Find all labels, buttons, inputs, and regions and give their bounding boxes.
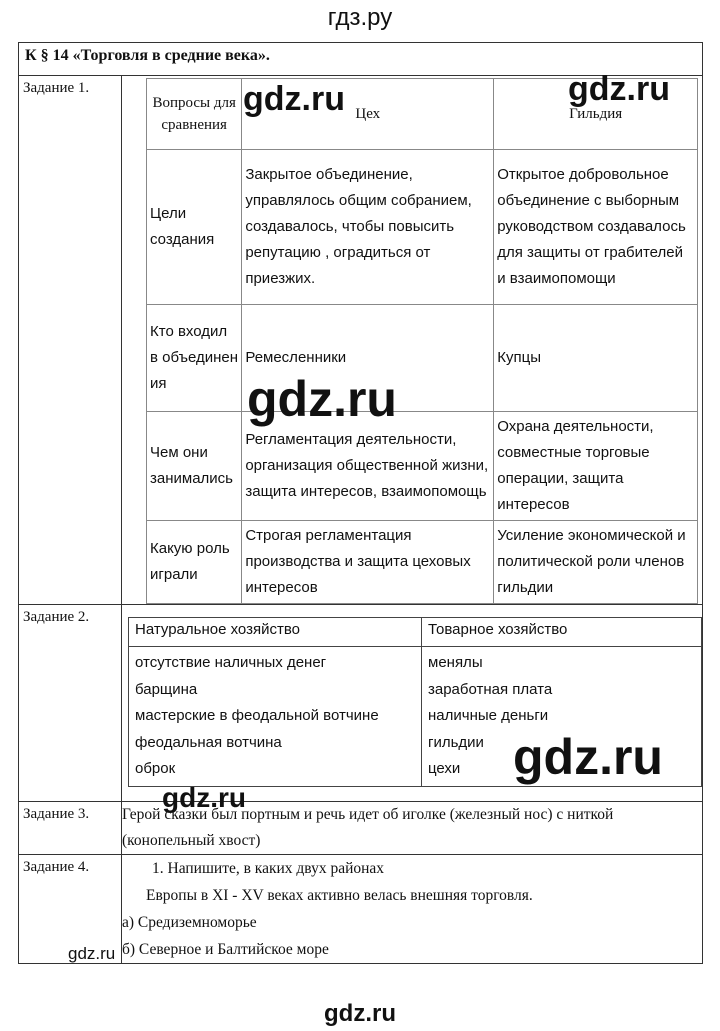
task4-question-line: Европы в XI - XV веках активно велась внешняя торговля.	[146, 886, 533, 904]
list-item: цехи	[428, 760, 461, 777]
gildiya-cell: Усиление экономической и политической роли членов гильдии	[494, 521, 698, 604]
question-cell: Кто входил в объединения	[147, 305, 242, 412]
question-cell: Чем они занимались	[147, 412, 242, 521]
task4-content	[122, 854, 703, 963]
site-footer: gdz.ru	[324, 1000, 396, 1027]
tsekh-cell: Закрытое объединение, управлялось общим собранием, создавалось, чтобы повысить репутацию , оградиться от приезжих.	[242, 150, 494, 305]
list-item: наличные деньги	[428, 707, 549, 724]
gildiya-cell: Охрана деятельности, совместные торговые операции, защита интересов	[494, 412, 698, 521]
task1-content	[122, 76, 703, 605]
list-item: менялы	[428, 654, 483, 671]
comparison-row	[147, 150, 698, 305]
task4-answer-a: а) Средиземноморье	[122, 913, 257, 931]
list-item: барщина	[135, 680, 198, 698]
comparison-row	[147, 305, 698, 412]
list-item: оброк	[135, 760, 176, 777]
watermark: gdz.ru	[568, 70, 670, 108]
list-item: заработная плата	[428, 680, 553, 698]
homework-table	[18, 42, 703, 964]
task1-label: Задание 1.	[19, 76, 122, 605]
column-header-gildiya: Гильдия	[494, 79, 698, 150]
column-header-commodity: Товарное хозяйство	[422, 618, 702, 647]
list-item: феодальная вотчина	[135, 733, 282, 751]
site-header: гдз.ру	[327, 4, 393, 31]
task4-answer-b: б) Северное и Балтийское море	[122, 940, 329, 958]
section-title: К § 14 «Торговля в средние века».	[19, 43, 703, 76]
tsekh-cell: Регламентация деятельности, организация общественной жизни, защита интересов, взаимопомощь	[242, 412, 494, 521]
list-item: гильдии	[428, 733, 484, 751]
list-item: мастерские в феодальной вотчине	[135, 707, 379, 724]
natural-list	[129, 647, 422, 787]
watermark: gdz.ru	[247, 371, 397, 427]
comparison-row	[147, 412, 698, 521]
comparison-row	[147, 521, 698, 604]
column-header-tsekh: Цех	[242, 79, 494, 150]
tsekh-cell: Строгая регламентация производства и защита цеховых интересов	[242, 521, 494, 604]
task3-label: Задание 3.	[19, 801, 122, 854]
question-cell: Какую роль играли	[147, 521, 242, 604]
task2-label: Задание 2.	[19, 605, 122, 802]
task3-answer: Герой сказки был портным и речь идет об иголке (железный нос) с ниткой (конопельный хвост)	[122, 801, 703, 854]
column-header-questions: Вопросы для сравнения	[147, 79, 242, 150]
column-header-natural: Натуральное хозяйство	[129, 618, 422, 647]
economy-header-row	[129, 618, 702, 647]
task4-label: Задание 4.	[19, 854, 122, 963]
question-cell: Цели создания	[147, 150, 242, 305]
task1-row	[19, 76, 703, 605]
task4-row	[19, 854, 703, 963]
task3-row	[19, 801, 703, 854]
watermark: gdz.ru	[68, 944, 116, 963]
gildiya-cell: Открытое добровольное объединение с выборным руководством создавалось для защиты от грабителей и взаимопомощи	[494, 150, 698, 305]
watermark: gdz.ru	[513, 729, 663, 785]
task4-question-line: 1. Напишите, в каких двух районах	[152, 859, 385, 877]
comparison-table	[146, 78, 698, 604]
tsekh-cell: Ремесленники	[242, 305, 494, 412]
watermark: gdz.ru	[243, 80, 345, 118]
gildiya-cell: Купцы	[494, 305, 698, 412]
list-item: отсутствие наличных денег	[135, 654, 327, 671]
watermark: gdz.ru	[162, 782, 246, 813]
